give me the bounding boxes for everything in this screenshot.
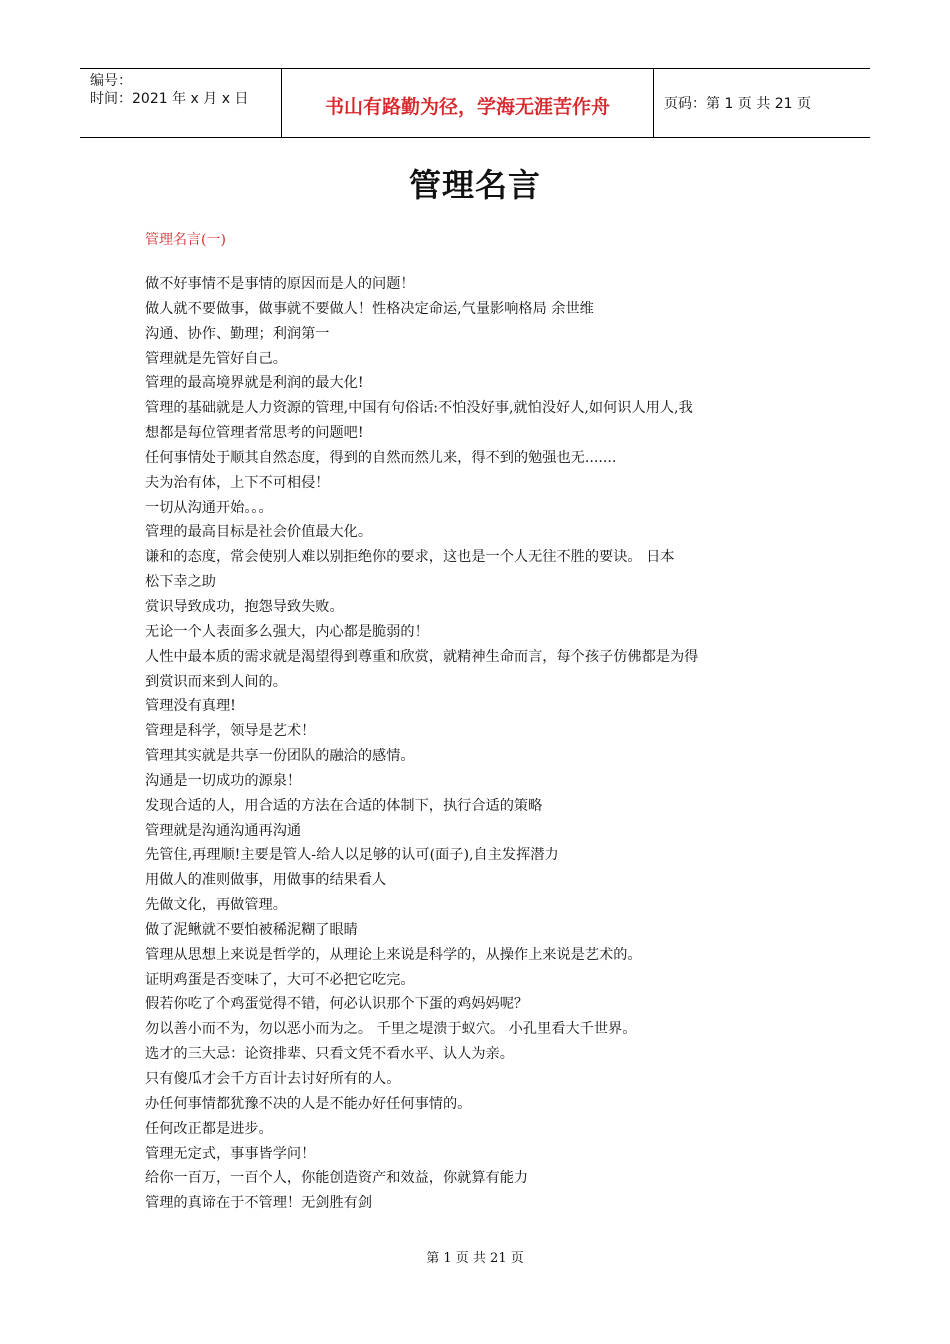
quote-line: 证明鸡蛋是否变味了，大可不必把它吃完。	[145, 971, 415, 988]
page-title: 管理名言	[408, 166, 541, 204]
quote-line: 沟通是一切成功的源泉！	[145, 772, 302, 789]
quote-line: 夫为治有体，上下不可相侵！	[145, 474, 330, 491]
page-info: 页码：第 1 页 共 21 页	[664, 96, 811, 112]
quote-line: 无论一个人表面多么强大，内心都是脆弱的！	[145, 623, 429, 640]
quote-line: 谦和的态度，常会使别人难以别拒绝你的要求，这也是一个人无往不胜的要诀。 日本	[145, 549, 675, 566]
header-motto-cell	[282, 69, 654, 137]
quote-line: 先做文化，再做管理。	[145, 897, 287, 914]
quote-line: 勿以善小而不为，勿以恶小而为之。 千里之堤溃于蚁穴。 小孔里看大千世界。	[145, 1021, 637, 1038]
quote-line: 赏识导致成功，抱怨导致失败。	[145, 598, 344, 615]
quote-line: 任何改正都是进步。	[145, 1120, 273, 1137]
quote-line: 做人就不要做事，做事就不要做人！性格决定命运,气量影响格局 余世维	[145, 300, 594, 317]
quote-line: 管理的最高目标是社会价值最大化。	[145, 524, 373, 541]
quote-line: 只有傻瓜才会千方百计去讨好所有的人。	[145, 1071, 401, 1087]
document-header	[80, 68, 870, 138]
quote-line: 管理的真谛在于不管理！无剑胜有剑	[145, 1195, 373, 1212]
time-label: 时间：2021 年 x 月 x 日	[90, 91, 249, 107]
quote-line: 给你一百万，一百个人，你能创造资产和效益，你就算有能力	[145, 1170, 529, 1187]
header-meta-cell	[80, 69, 282, 137]
quote-line: 管理其实就是共享一份团队的融洽的感情。	[145, 748, 415, 765]
header-page-cell	[654, 69, 870, 137]
quote-line: 办任何事情都犹豫不决的人是不能办好任何事情的。	[145, 1095, 472, 1112]
quote-line: 先管住,再理顺!主要是管人-给人以足够的认可(面子),自主发挥潜力	[145, 847, 559, 864]
quote-line: 发现合适的人，用合适的方法在合适的体制下，执行合适的策略	[145, 797, 543, 814]
quote-list	[145, 274, 825, 1218]
quote-line: 任何事情处于顺其自然态度，得到的自然而然儿来，得不到的勉强也无.......	[145, 449, 617, 466]
quote-line: 管理的最高境界就是利润的最大化!	[145, 375, 364, 392]
section-heading: 管理名言(一)	[145, 232, 226, 248]
number-label: 编号：	[90, 73, 132, 89]
quote-line: 管理就是沟通沟通再沟通	[145, 822, 302, 839]
quote-line: 假若你吃了个鸡蛋觉得不错，何必认识那个下蛋的鸡妈妈呢？	[145, 996, 529, 1013]
motto-text: 书山有路勤为径，学海无涯苦作舟	[324, 95, 610, 118]
quote-line: 管理无定式，事事皆学问！	[145, 1145, 316, 1162]
page-footer: 第 1 页 共 21 页	[426, 1251, 524, 1266]
quote-line: 人性中最本质的需求就是渴望得到尊重和欣赏，就精神生命而言，每个孩子仿佛都是为得	[145, 648, 699, 665]
quote-line: 选才的三大忌：论资排辈、只看文凭不看水平、认人为亲。	[145, 1046, 514, 1063]
quote-line: 管理没有真理!	[145, 698, 236, 715]
quote-line: 沟通、协作、勤理；利润第一	[145, 325, 330, 342]
quote-line: 用做人的准则做事，用做事的结果看人	[145, 872, 387, 889]
quote-line: 管理就是先管好自己。	[145, 350, 287, 367]
quote-line: 管理从思想上来说是哲学的，从理论上来说是科学的，从操作上来说是艺术的。	[145, 946, 642, 963]
quote-line: 松下幸之助	[145, 574, 216, 591]
quote-line: 做了泥鳅就不要怕被稀泥糊了眼睛	[145, 921, 358, 938]
quote-line: 管理的基础就是人力资源的管理,中国有句俗话:不怕没好事,就怕没好人,如何识人用人,我	[145, 400, 693, 417]
quote-line: 一切从沟通开始。。。	[145, 499, 273, 516]
quote-line: 想都是每位管理者常思考的问题吧!	[145, 425, 364, 442]
quote-line: 到赏识而来到人间的。	[145, 673, 287, 690]
quote-line: 做不好事情不是事情的原因而是人的问题！	[145, 276, 415, 292]
quote-line: 管理是科学，领导是艺术！	[145, 723, 316, 740]
